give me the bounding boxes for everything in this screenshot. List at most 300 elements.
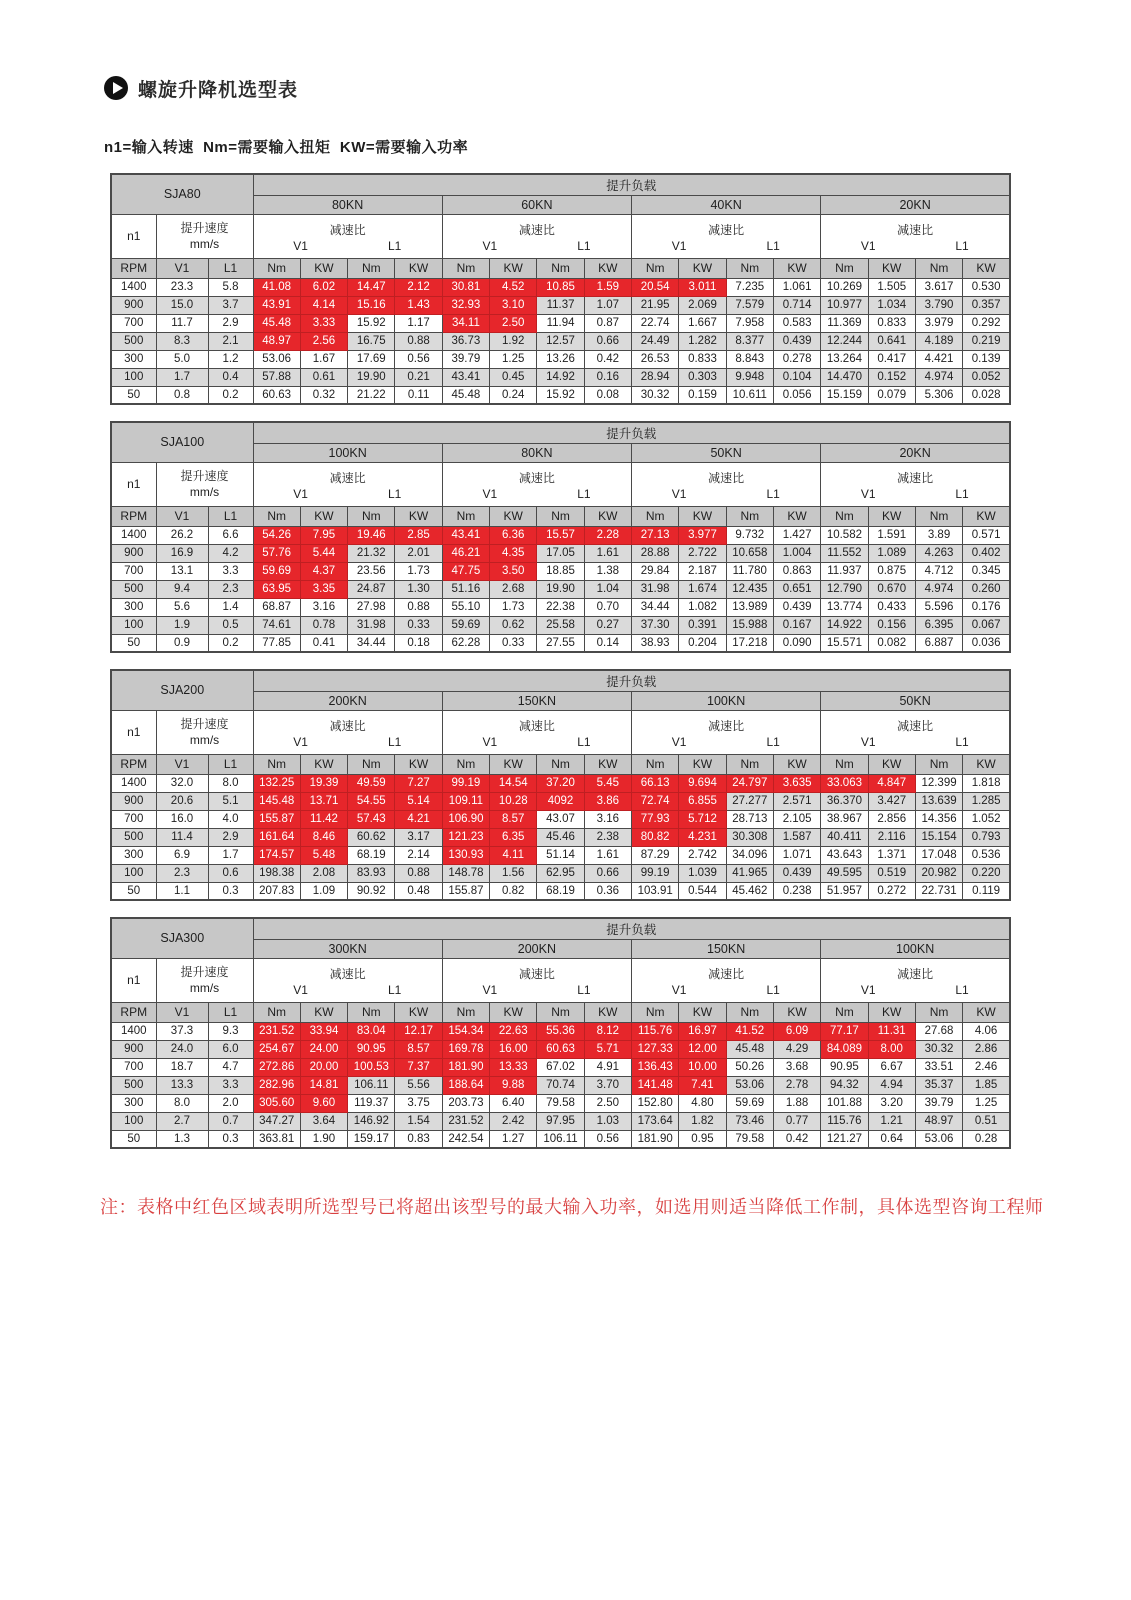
value-cell: 0.41	[300, 634, 347, 652]
ratio-label: 减速比	[897, 719, 934, 733]
value-cell: 8.377	[726, 332, 773, 350]
value-cell: 0.082	[868, 634, 915, 652]
value-cell: 4.37	[300, 562, 347, 580]
load-cell: 100KN	[253, 443, 442, 462]
value-cell: 8.00	[868, 1040, 915, 1058]
column-header-row	[111, 506, 1010, 526]
ratio-label: 减速比	[897, 471, 934, 485]
value-cell: 5.71	[584, 1040, 631, 1058]
ratio-v1-label: V1	[293, 735, 308, 749]
value-cell: 10.582	[821, 526, 868, 544]
value-cell: 54.55	[348, 792, 395, 810]
selection-table-sja300	[110, 917, 1011, 1149]
value-cell: 2.78	[773, 1076, 820, 1094]
value-cell: 1.25	[490, 350, 537, 368]
value-cell: 45.48	[442, 386, 489, 404]
value-cell: 2.116	[868, 828, 915, 846]
speed-label: 提升速度	[180, 717, 229, 731]
value-cell: 1.004	[773, 544, 820, 562]
kw-header-cell: KW	[395, 1002, 442, 1022]
value-cell: 2.856	[868, 810, 915, 828]
kw-header-cell: KW	[490, 506, 537, 526]
speed-v1-cell: 16.9	[156, 544, 208, 562]
value-cell: 19.90	[348, 368, 395, 386]
speed-l1-cell: 2.9	[208, 314, 253, 332]
n1-cell: n1	[111, 214, 156, 258]
value-cell: 4.91	[584, 1058, 631, 1076]
value-cell: 1.03	[584, 1112, 631, 1130]
speed-unit: mm/s	[189, 733, 220, 747]
value-cell: 2.42	[490, 1112, 537, 1130]
value-cell: 0.536	[963, 846, 1010, 864]
value-cell: 2.50	[490, 314, 537, 332]
value-cell: 146.92	[348, 1112, 395, 1130]
value-cell: 17.218	[726, 634, 773, 652]
kw-header-cell: KW	[395, 754, 442, 774]
value-cell: 57.43	[348, 810, 395, 828]
ratio-l1-label: L1	[766, 239, 780, 253]
value-cell: 1.67	[300, 350, 347, 368]
value-cell: 46.21	[442, 544, 489, 562]
value-cell: 155.87	[253, 810, 300, 828]
ratio-cell	[442, 710, 631, 754]
value-cell: 9.948	[726, 368, 773, 386]
load-cell: 200KN	[253, 691, 442, 710]
value-cell: 0.583	[773, 314, 820, 332]
value-cell: 4.06	[963, 1022, 1010, 1040]
load-cell: 150KN	[442, 691, 631, 710]
value-cell: 148.78	[442, 864, 489, 882]
value-cell: 38.967	[821, 810, 868, 828]
speed-v1-cell: 24.0	[156, 1040, 208, 1058]
value-cell: 51.14	[537, 846, 584, 864]
kw-header-cell: KW	[300, 754, 347, 774]
table-row	[111, 792, 1010, 810]
value-cell: 4.52	[490, 278, 537, 296]
value-cell: 62.95	[537, 864, 584, 882]
value-cell: 363.81	[253, 1130, 300, 1148]
value-cell: 4.974	[915, 580, 962, 598]
value-cell: 7.41	[679, 1076, 726, 1094]
value-cell: 24.797	[726, 774, 773, 792]
ratio-label: 减速比	[708, 471, 745, 485]
value-cell: 27.98	[348, 598, 395, 616]
value-cell: 11.31	[868, 1022, 915, 1040]
table-row	[111, 1112, 1010, 1130]
value-cell: 10.00	[679, 1058, 726, 1076]
ratio-label: 减速比	[708, 967, 745, 981]
value-cell: 3.011	[679, 278, 726, 296]
speed-header-cell	[156, 214, 253, 258]
value-cell: 1.90	[300, 1130, 347, 1148]
ratio-v1-l1	[443, 982, 631, 998]
value-cell: 41.965	[726, 864, 773, 882]
kw-header-cell: KW	[868, 258, 915, 278]
value-cell: 30.32	[632, 386, 679, 404]
ratio-label: 减速比	[518, 223, 555, 237]
value-cell: 3.20	[868, 1094, 915, 1112]
value-cell: 0.14	[584, 634, 631, 652]
speed-l1-cell: 0.3	[208, 882, 253, 900]
value-cell: 15.988	[726, 616, 773, 634]
value-cell: 77.17	[821, 1022, 868, 1040]
page-title-row	[104, 74, 1131, 102]
value-cell: 115.76	[632, 1022, 679, 1040]
value-cell: 1.667	[679, 314, 726, 332]
nm-header-cell: Nm	[442, 1002, 489, 1022]
value-cell: 17.048	[915, 846, 962, 864]
ratio-v1-label: V1	[671, 239, 687, 253]
value-cell: 5.14	[395, 792, 442, 810]
value-cell: 33.94	[300, 1022, 347, 1040]
value-cell: 11.369	[821, 314, 868, 332]
value-cell: 2.069	[679, 296, 726, 314]
speed-l1-cell: 2.3	[208, 580, 253, 598]
value-cell: 169.78	[442, 1040, 489, 1058]
value-cell: 1.052	[963, 810, 1010, 828]
speed-v1-cell: 37.3	[156, 1022, 208, 1040]
rpm-cell: 700	[111, 562, 156, 580]
load-cell: 40KN	[632, 195, 821, 214]
ratio-cell	[442, 462, 631, 506]
value-cell: 2.08	[300, 864, 347, 882]
value-cell: 4.94	[868, 1076, 915, 1094]
column-header-row	[111, 258, 1010, 278]
value-cell: 8.57	[490, 810, 537, 828]
value-cell: 0.292	[963, 314, 1010, 332]
load-header-cell: 提升负载	[253, 174, 1010, 195]
value-cell: 99.19	[632, 864, 679, 882]
value-cell: 0.519	[868, 864, 915, 882]
value-cell: 0.21	[395, 368, 442, 386]
value-cell: 60.63	[537, 1040, 584, 1058]
ratio-label: 减速比	[329, 471, 366, 485]
value-cell: 8.57	[395, 1040, 442, 1058]
value-cell: 48.97	[253, 332, 300, 350]
value-cell: 1.071	[773, 846, 820, 864]
selection-table-sja80	[110, 173, 1011, 405]
ratio-l1-label: L1	[766, 487, 780, 501]
speed-l1-cell: 1.7	[208, 846, 253, 864]
value-cell: 77.93	[632, 810, 679, 828]
value-cell: 1.43	[395, 296, 442, 314]
value-cell: 13.71	[300, 792, 347, 810]
value-cell: 94.32	[821, 1076, 868, 1094]
nm-header-cell: Nm	[632, 506, 679, 526]
model-cell: SJA200	[111, 670, 253, 710]
value-cell: 0.204	[679, 634, 726, 652]
ratio-l1-label: L1	[577, 487, 591, 501]
ratio-v1-l1	[821, 734, 1009, 750]
value-cell: 68.19	[537, 882, 584, 900]
value-cell: 0.571	[963, 526, 1010, 544]
value-cell: 1.30	[395, 580, 442, 598]
value-cell: 24.87	[348, 580, 395, 598]
nm-header-cell: Nm	[442, 754, 489, 774]
nm-header-cell: Nm	[632, 754, 679, 774]
value-cell: 207.83	[253, 882, 300, 900]
v1-header-cell: V1	[156, 754, 208, 774]
value-cell: 0.66	[584, 864, 631, 882]
value-cell: 0.260	[963, 580, 1010, 598]
play-triangle-icon	[113, 82, 123, 94]
table-row	[111, 296, 1010, 314]
value-cell: 0.357	[963, 296, 1010, 314]
kw-header-cell: KW	[963, 258, 1010, 278]
speed-l1-cell: 6.0	[208, 1040, 253, 1058]
value-cell: 22.74	[632, 314, 679, 332]
speed-l1-cell: 2.0	[208, 1094, 253, 1112]
speed-l1-cell: 0.2	[208, 386, 253, 404]
value-cell: 1.61	[584, 544, 631, 562]
speed-l1-cell: 2.1	[208, 332, 253, 350]
value-cell: 1.039	[679, 864, 726, 882]
value-cell: 34.44	[348, 634, 395, 652]
value-cell: 27.68	[915, 1022, 962, 1040]
nm-header-cell: Nm	[537, 506, 584, 526]
value-cell: 0.88	[395, 598, 442, 616]
value-cell: 20.982	[915, 864, 962, 882]
nm-header-cell: Nm	[821, 506, 868, 526]
value-cell: 1.61	[584, 846, 631, 864]
value-cell: 145.48	[253, 792, 300, 810]
value-cell: 47.75	[442, 562, 489, 580]
speed-v1-cell: 9.4	[156, 580, 208, 598]
value-cell: 127.33	[632, 1040, 679, 1058]
value-cell: 1.04	[584, 580, 631, 598]
value-cell: 11.780	[726, 562, 773, 580]
value-cell: 53.06	[915, 1130, 962, 1148]
ratio-v1-label: V1	[482, 735, 498, 749]
value-cell: 16.75	[348, 332, 395, 350]
value-cell: 6.09	[773, 1022, 820, 1040]
value-cell: 59.69	[726, 1094, 773, 1112]
value-cell: 74.61	[253, 616, 300, 634]
ratio-label: 减速比	[329, 967, 366, 981]
value-cell: 0.433	[868, 598, 915, 616]
value-cell: 10.28	[490, 792, 537, 810]
nm-header-cell: Nm	[442, 258, 489, 278]
kw-header-cell: KW	[773, 754, 820, 774]
ratio-cell	[821, 462, 1010, 506]
footnote: 注：表格中红色区域表明所选型号已将超出该型号的最大输入功率，如选用则适当降低工作制，具体选型咨询工程师	[100, 1197, 1044, 1217]
speed-l1-cell: 0.7	[208, 1112, 253, 1130]
l1-header-cell: L1	[208, 258, 253, 278]
value-cell: 90.92	[348, 882, 395, 900]
value-cell: 3.75	[395, 1094, 442, 1112]
kw-header-cell: KW	[300, 258, 347, 278]
speed-v1-cell: 11.4	[156, 828, 208, 846]
value-cell: 87.29	[632, 846, 679, 864]
nm-header-cell: Nm	[253, 506, 300, 526]
n1-cell: n1	[111, 958, 156, 1002]
nm-header-cell: Nm	[821, 754, 868, 774]
value-cell: 0.33	[490, 634, 537, 652]
ratio-cell	[253, 214, 442, 258]
value-cell: 0.439	[773, 598, 820, 616]
speed-unit: mm/s	[189, 485, 220, 499]
value-cell: 7.95	[300, 526, 347, 544]
value-cell: 15.159	[821, 386, 868, 404]
ratio-v1-label: V1	[293, 487, 308, 501]
speed-v1-cell: 32.0	[156, 774, 208, 792]
load-cell: 200KN	[442, 939, 631, 958]
speed-label: 提升速度	[180, 965, 229, 979]
ratio-l1-label: L1	[577, 239, 591, 253]
value-cell: 0.152	[868, 368, 915, 386]
value-cell: 9.732	[726, 526, 773, 544]
value-cell: 0.16	[584, 368, 631, 386]
value-cell: 4.974	[915, 368, 962, 386]
nm-header-cell: Nm	[726, 258, 773, 278]
value-cell: 0.544	[679, 882, 726, 900]
value-cell: 1.07	[584, 296, 631, 314]
rpm-header-cell: RPM	[111, 754, 156, 774]
value-cell: 0.08	[584, 386, 631, 404]
table-row	[111, 810, 1010, 828]
value-cell: 45.48	[253, 314, 300, 332]
value-cell: 41.52	[726, 1022, 773, 1040]
ratio-v1-l1	[632, 734, 820, 750]
kw-header-cell: KW	[773, 258, 820, 278]
value-cell: 0.793	[963, 828, 1010, 846]
kw-header-cell: KW	[679, 506, 726, 526]
kw-header-cell: KW	[490, 1002, 537, 1022]
value-cell: 1.73	[395, 562, 442, 580]
l1-header-cell: L1	[208, 506, 253, 526]
value-cell: 2.28	[584, 526, 631, 544]
rpm-cell: 1400	[111, 1022, 156, 1040]
value-cell: 121.27	[821, 1130, 868, 1148]
value-cell: 0.56	[584, 1130, 631, 1148]
value-cell: 45.46	[537, 828, 584, 846]
value-cell: 26.53	[632, 350, 679, 368]
value-cell: 17.05	[537, 544, 584, 562]
value-cell: 13.33	[490, 1058, 537, 1076]
value-cell: 24.00	[300, 1040, 347, 1058]
value-cell: 0.863	[773, 562, 820, 580]
value-cell: 38.93	[632, 634, 679, 652]
value-cell: 0.167	[773, 616, 820, 634]
ratio-v1-label: V1	[482, 983, 498, 997]
ratio-label: 减速比	[897, 223, 934, 237]
value-cell: 2.722	[679, 544, 726, 562]
value-cell: 0.77	[773, 1112, 820, 1130]
value-cell: 0.641	[868, 332, 915, 350]
ratio-label: 减速比	[518, 719, 555, 733]
value-cell: 1.59	[584, 278, 631, 296]
speed-v1-cell: 8.0	[156, 1094, 208, 1112]
value-cell: 0.33	[395, 616, 442, 634]
ratio-v1-l1	[254, 734, 442, 750]
value-cell: 132.25	[253, 774, 300, 792]
value-cell: 8.843	[726, 350, 773, 368]
nm-header-cell: Nm	[537, 258, 584, 278]
rpm-cell: 1400	[111, 278, 156, 296]
legend-text: n1=输入转速 Nm=需要输入扭矩 KW=需要输入功率	[104, 139, 469, 156]
value-cell: 141.48	[632, 1076, 679, 1094]
value-cell: 11.552	[821, 544, 868, 562]
value-cell: 12.17	[395, 1022, 442, 1040]
value-cell: 0.220	[963, 864, 1010, 882]
l1-header-cell: L1	[208, 754, 253, 774]
value-cell: 54.26	[253, 526, 300, 544]
ratio-l1-label: L1	[955, 487, 969, 501]
value-cell: 0.439	[773, 864, 820, 882]
value-cell: 7.579	[726, 296, 773, 314]
speed-l1-cell: 8.0	[208, 774, 253, 792]
value-cell: 10.977	[821, 296, 868, 314]
value-cell: 28.88	[632, 544, 679, 562]
load-cell: 50KN	[632, 443, 821, 462]
ratio-v1-label: V1	[671, 735, 687, 749]
rpm-cell: 1400	[111, 774, 156, 792]
ratio-v1-label: V1	[482, 239, 498, 253]
table-header-row	[111, 422, 1010, 443]
value-cell: 1.591	[868, 526, 915, 544]
value-cell: 6.02	[300, 278, 347, 296]
table-row	[111, 598, 1010, 616]
value-cell: 0.104	[773, 368, 820, 386]
value-cell: 0.64	[868, 1130, 915, 1148]
value-cell: 0.056	[773, 386, 820, 404]
value-cell: 27.55	[537, 634, 584, 652]
rpm-cell: 300	[111, 350, 156, 368]
value-cell: 8.12	[584, 1022, 631, 1040]
value-cell: 0.32	[300, 386, 347, 404]
kw-header-cell: KW	[868, 506, 915, 526]
speed-l1-cell: 1.4	[208, 598, 253, 616]
ratio-l1-label: L1	[577, 735, 591, 749]
value-cell: 19.46	[348, 526, 395, 544]
value-cell: 0.303	[679, 368, 726, 386]
value-cell: 4.80	[679, 1094, 726, 1112]
value-cell: 9.60	[300, 1094, 347, 1112]
value-cell: 3.977	[679, 526, 726, 544]
value-cell: 6.855	[679, 792, 726, 810]
table-row	[111, 1094, 1010, 1112]
value-cell: 2.187	[679, 562, 726, 580]
speed-l1-cell: 5.1	[208, 792, 253, 810]
speed-v1-cell: 20.6	[156, 792, 208, 810]
value-cell: 84.089	[821, 1040, 868, 1058]
value-cell: 5.44	[300, 544, 347, 562]
value-cell: 49.595	[821, 864, 868, 882]
value-cell: 6.67	[868, 1058, 915, 1076]
value-cell: 2.01	[395, 544, 442, 562]
value-cell: 36.73	[442, 332, 489, 350]
ratio-l1-label: L1	[766, 735, 780, 749]
rpm-cell: 900	[111, 544, 156, 562]
table-row	[111, 580, 1010, 598]
value-cell: 1.85	[963, 1076, 1010, 1094]
value-cell: 0.439	[773, 332, 820, 350]
value-cell: 3.16	[300, 598, 347, 616]
ratio-v1-l1	[632, 982, 820, 998]
value-cell: 11.94	[537, 314, 584, 332]
value-cell: 121.23	[442, 828, 489, 846]
nm-header-cell: Nm	[821, 1002, 868, 1022]
table-row	[111, 634, 1010, 652]
value-cell: 12.435	[726, 580, 773, 598]
value-cell: 68.19	[348, 846, 395, 864]
ratio-cell	[442, 958, 631, 1002]
rpm-cell: 700	[111, 810, 156, 828]
table-row	[111, 386, 1010, 404]
value-cell: 57.88	[253, 368, 300, 386]
value-cell: 0.714	[773, 296, 820, 314]
value-cell: 106.11	[348, 1076, 395, 1094]
